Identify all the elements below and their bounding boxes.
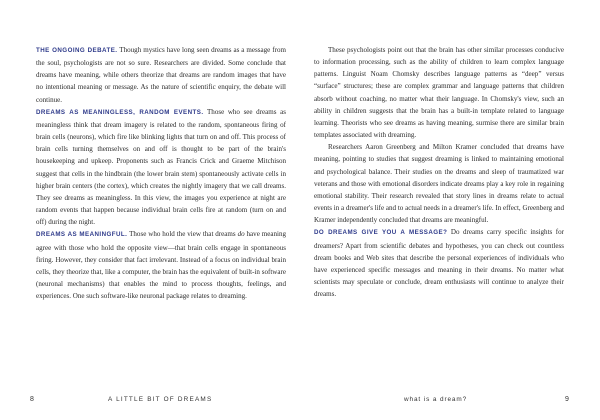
paragraph-body: Those who hold the view that dreams bbox=[127, 230, 238, 239]
section-heading: DREAMS AS MEANINGLESS, RANDOM EVENTS. bbox=[36, 108, 204, 116]
paragraph-body: Do dreams carry specific insights for dreamers? Apart from scientific debates and hypotheses, you can check out countless dream books and Web sites that describe the personal experiences of individuals who have experienced specific messages and meaning in their dreams. No matter what scientists may speculate or conclude, dream enthusiasts will continue to analyze their dreams. bbox=[314, 228, 565, 299]
emphasis-text: do bbox=[237, 230, 245, 239]
paragraph-meaningful bbox=[36, 228, 286, 302]
section-heading: DO DREAMS GIVE YOU A MESSAGE? bbox=[314, 229, 448, 237]
paragraph-researchers: Researchers Aaron Greenberg and Milton Kramer concluded that dreams have meaning, pointing to studies that suggest dreaming is linked to maintaining emotional and psychological balance. Their studies on the dreams and sleep of traumatized war veterans and those with emotional disorders indicate dreams play a key role in regaining emotional stability. Their research revealed that story lines in dreams relate to actual events in a dreamer's life and to actual needs in a dreamer's life. In effect, Greenberg and Kramer independently concluded that dreams are meaningful. bbox=[314, 143, 564, 225]
left-page bbox=[36, 44, 286, 302]
paragraph-body: have meaning agree with those who hold the opposite view—that brain cells engage in spontaneous firing. However, they consider that fact irrelevant. Instead of a focus on individual brain cells, they theorize that, like a computer, the brain has the equivalent of built-in software (neuronal mechanisms) that enables the mind to process thoughts, feelings, and experiences. One such software-like neuronal package relates to dreaming. bbox=[36, 230, 286, 301]
paragraph-body: Those who see dreams as meaningless think that dream imagery is related to the random, spontaneous firing of brain cells (neurons), which fire like blinking lights that turn on and off. This process of brain cells turning themselves on and off is thought to be part of the brain's housekeeping and upkeep. Proponents such as Francis Crick and Graeme Mitchison suggest that cells in the hindbrain (the lower brain stem) spontaneously activate cells in higher brain centers (the cortex), which creates the nightly imagery that we call dreams. They see dreams as meaningless. In this view, the images you experience at night are random events that happen because individual brain cells fire at random (turn on and off) during the night. bbox=[36, 107, 286, 227]
section-heading: THE ONGOING DEBATE. bbox=[36, 47, 118, 54]
page-number-left: 8 bbox=[30, 396, 34, 403]
paragraph-psychologists: These psychologists point out that the brain has other similar processes conducive to information processing, such as the ability of children to learn complex language patterns. Linguist Noam Chomsky describes language patterns as “deep” versus “surface” structures; these are complex grammar and language patterns that children absorb without coaching, no matter what their language. In Chomsky's view, such an ability in children suggests that the brain has a built-in template related to language learning. Theorists who see dreams as having meaning, surmise there are similar brain templates associated with dreaming. bbox=[314, 46, 564, 140]
paragraph-body: Though mystics have long seen dreams as a message from the soul, psychologists are not so sure. Researchers are divided. Some conclude that dreams have meaning, while others theorize that dreams are random images that have no intentional meaning or message. As the nature of scientific enquiry, the debate will continue. bbox=[36, 46, 286, 104]
section-heading: DREAMS AS MEANINGFUL. bbox=[36, 231, 128, 239]
running-title-left: A LITTLE BIT OF DREAMS bbox=[108, 396, 213, 403]
paragraph-ongoing-debate bbox=[36, 44, 286, 106]
page-number-right: 9 bbox=[565, 396, 569, 403]
running-title-right: what is a dream? bbox=[404, 396, 468, 403]
paragraph-meaningless bbox=[36, 106, 286, 229]
right-page bbox=[314, 44, 564, 300]
paragraph-message bbox=[314, 226, 564, 300]
